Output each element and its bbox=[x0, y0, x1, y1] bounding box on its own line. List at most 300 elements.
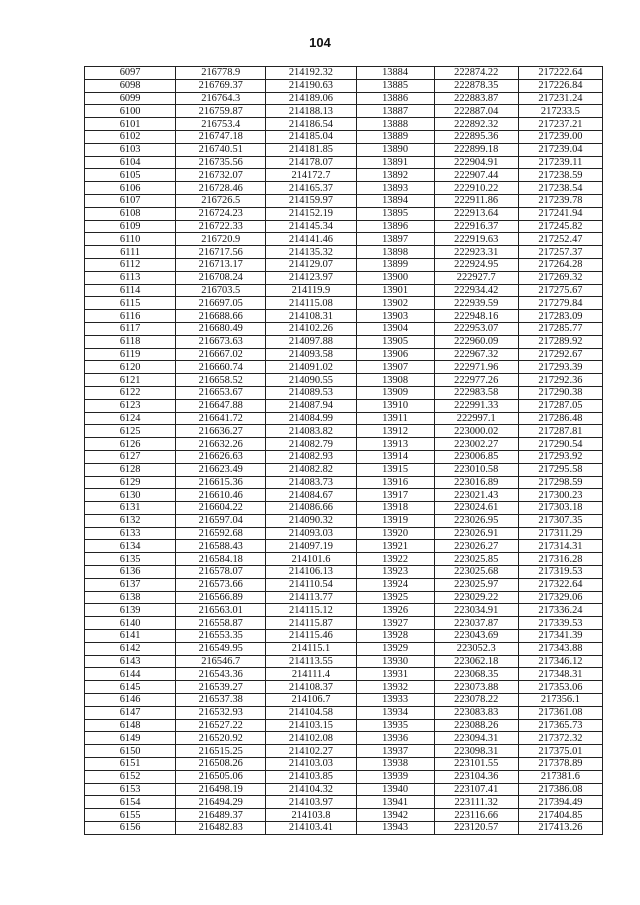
table-cell: 214145.34 bbox=[266, 220, 356, 233]
table-cell: 6118 bbox=[85, 335, 176, 348]
table-cell: 13887 bbox=[356, 105, 434, 118]
table-cell: 13933 bbox=[356, 694, 434, 707]
table-cell: 214192.32 bbox=[266, 67, 356, 80]
table-cell: 216713.17 bbox=[176, 258, 266, 271]
table-cell: 216688.66 bbox=[176, 310, 266, 323]
table-row bbox=[85, 156, 603, 169]
table-cell: 223010.58 bbox=[434, 463, 518, 476]
table-cell: 222939.59 bbox=[434, 297, 518, 310]
table-cell: 6150 bbox=[85, 745, 176, 758]
table-cell: 214186.54 bbox=[266, 118, 356, 131]
table-cell: 217339.53 bbox=[518, 617, 602, 630]
table-cell: 6106 bbox=[85, 182, 176, 195]
page-number: 104 bbox=[309, 35, 331, 50]
table-cell: 223034.91 bbox=[434, 604, 518, 617]
table-cell: 222895.36 bbox=[434, 130, 518, 143]
table-cell: 216759.87 bbox=[176, 105, 266, 118]
table-row bbox=[85, 246, 603, 259]
table-cell: 223006.85 bbox=[434, 450, 518, 463]
table-row bbox=[85, 694, 603, 707]
table-cell: 13893 bbox=[356, 182, 434, 195]
table-row bbox=[85, 578, 603, 591]
table-cell: 13890 bbox=[356, 143, 434, 156]
table-row bbox=[85, 566, 603, 579]
table-cell: 13891 bbox=[356, 156, 434, 169]
table-cell: 222977.26 bbox=[434, 374, 518, 387]
table-cell: 223073.88 bbox=[434, 681, 518, 694]
table-cell: 216660.74 bbox=[176, 361, 266, 374]
table-cell: 6133 bbox=[85, 527, 176, 540]
table-row bbox=[85, 642, 603, 655]
table-cell: 6149 bbox=[85, 732, 176, 745]
table-cell: 214115.12 bbox=[266, 604, 356, 617]
table-cell: 216632.26 bbox=[176, 438, 266, 451]
table-cell: 217356.1 bbox=[518, 694, 602, 707]
table-row bbox=[85, 553, 603, 566]
table-cell: 214103.97 bbox=[266, 796, 356, 809]
table-cell: 214082.79 bbox=[266, 438, 356, 451]
table-cell: 6107 bbox=[85, 194, 176, 207]
table-cell: 6148 bbox=[85, 719, 176, 732]
table-cell: 6104 bbox=[85, 156, 176, 169]
table-cell: 216578.07 bbox=[176, 566, 266, 579]
table-cell: 216747.18 bbox=[176, 130, 266, 143]
table-cell: 223043.69 bbox=[434, 630, 518, 643]
table-cell: 214102.08 bbox=[266, 732, 356, 745]
table-cell: 214106.13 bbox=[266, 566, 356, 579]
table-cell: 217290.54 bbox=[518, 438, 602, 451]
table-cell: 214115.46 bbox=[266, 630, 356, 643]
table-cell: 13885 bbox=[356, 79, 434, 92]
table-cell: 217226.84 bbox=[518, 79, 602, 92]
table-row bbox=[85, 732, 603, 745]
table-cell: 214097.19 bbox=[266, 540, 356, 553]
table-cell: 217375.01 bbox=[518, 745, 602, 758]
table-cell: 216597.04 bbox=[176, 514, 266, 527]
table-row bbox=[85, 450, 603, 463]
table-cell: 214083.73 bbox=[266, 476, 356, 489]
table-cell: 13898 bbox=[356, 246, 434, 259]
table-cell: 13904 bbox=[356, 322, 434, 335]
table-cell: 217269.32 bbox=[518, 271, 602, 284]
table-cell: 214082.82 bbox=[266, 463, 356, 476]
table-cell: 217252.47 bbox=[518, 233, 602, 246]
table-cell: 6142 bbox=[85, 642, 176, 655]
table-cell: 223025.85 bbox=[434, 553, 518, 566]
table-cell: 13915 bbox=[356, 463, 434, 476]
table-row bbox=[85, 438, 603, 451]
table-cell: 216549.95 bbox=[176, 642, 266, 655]
table-cell: 214110.54 bbox=[266, 578, 356, 591]
table-cell: 223026.91 bbox=[434, 527, 518, 540]
table-cell: 214129.07 bbox=[266, 258, 356, 271]
table-cell: 222960.09 bbox=[434, 335, 518, 348]
table-cell: 216539.27 bbox=[176, 681, 266, 694]
table-cell: 13905 bbox=[356, 335, 434, 348]
table-cell: 217365.73 bbox=[518, 719, 602, 732]
table-cell: 13923 bbox=[356, 566, 434, 579]
table-cell: 13903 bbox=[356, 310, 434, 323]
table-cell: 217404.85 bbox=[518, 809, 602, 822]
table-cell: 217316.28 bbox=[518, 553, 602, 566]
table-row bbox=[85, 412, 603, 425]
table-row bbox=[85, 374, 603, 387]
table-row bbox=[85, 143, 603, 156]
table-cell: 6131 bbox=[85, 502, 176, 515]
table-cell: 223101.55 bbox=[434, 758, 518, 771]
table-cell: 222948.16 bbox=[434, 310, 518, 323]
table-cell: 214103.03 bbox=[266, 758, 356, 771]
table-row bbox=[85, 822, 603, 835]
table-row bbox=[85, 284, 603, 297]
table-cell: 214113.55 bbox=[266, 655, 356, 668]
table-cell: 223068.35 bbox=[434, 668, 518, 681]
table-row bbox=[85, 758, 603, 771]
table-cell: 217372.32 bbox=[518, 732, 602, 745]
table-row bbox=[85, 220, 603, 233]
table-cell: 214141.46 bbox=[266, 233, 356, 246]
table-cell: 217239.04 bbox=[518, 143, 602, 156]
table-cell: 214090.32 bbox=[266, 514, 356, 527]
table-cell: 13929 bbox=[356, 642, 434, 655]
table-cell: 6135 bbox=[85, 553, 176, 566]
table-cell: 217286.48 bbox=[518, 412, 602, 425]
table-cell: 6130 bbox=[85, 489, 176, 502]
table-cell: 222927.7 bbox=[434, 271, 518, 284]
table-cell: 216764.3 bbox=[176, 92, 266, 105]
table-cell: 216558.87 bbox=[176, 617, 266, 630]
table-cell: 222907.44 bbox=[434, 169, 518, 182]
table-cell: 222967.32 bbox=[434, 348, 518, 361]
table-cell: 13911 bbox=[356, 412, 434, 425]
table-cell: 216697.05 bbox=[176, 297, 266, 310]
table-cell: 222911.86 bbox=[434, 194, 518, 207]
table-row bbox=[85, 207, 603, 220]
table-row bbox=[85, 796, 603, 809]
table-cell: 214135.32 bbox=[266, 246, 356, 259]
table-cell: 6117 bbox=[85, 322, 176, 335]
table-cell: 216641.72 bbox=[176, 412, 266, 425]
table-cell: 217289.92 bbox=[518, 335, 602, 348]
table-row bbox=[85, 310, 603, 323]
table-cell: 223026.27 bbox=[434, 540, 518, 553]
table-cell: 216584.18 bbox=[176, 553, 266, 566]
table-row bbox=[85, 527, 603, 540]
table-cell: 217386.08 bbox=[518, 783, 602, 796]
table-row bbox=[85, 348, 603, 361]
table-cell: 216626.63 bbox=[176, 450, 266, 463]
table-cell: 214103.85 bbox=[266, 770, 356, 783]
table-cell: 214113.77 bbox=[266, 591, 356, 604]
table-cell: 6145 bbox=[85, 681, 176, 694]
table-cell: 216740.51 bbox=[176, 143, 266, 156]
table-cell: 13924 bbox=[356, 578, 434, 591]
table-cell: 217275.67 bbox=[518, 284, 602, 297]
table-cell: 6132 bbox=[85, 514, 176, 527]
table-cell: 217353.06 bbox=[518, 681, 602, 694]
table-cell: 217343.88 bbox=[518, 642, 602, 655]
table-cell: 217348.31 bbox=[518, 668, 602, 681]
table-cell: 216673.63 bbox=[176, 335, 266, 348]
table-cell: 216769.37 bbox=[176, 79, 266, 92]
table-row bbox=[85, 540, 603, 553]
table-cell: 214181.85 bbox=[266, 143, 356, 156]
table-row bbox=[85, 399, 603, 412]
table-cell: 223026.95 bbox=[434, 514, 518, 527]
table-row bbox=[85, 194, 603, 207]
table-cell: 214084.99 bbox=[266, 412, 356, 425]
table-cell: 13888 bbox=[356, 118, 434, 131]
table-cell: 214083.82 bbox=[266, 425, 356, 438]
table-cell: 214101.6 bbox=[266, 553, 356, 566]
table-cell: 217329.06 bbox=[518, 591, 602, 604]
table-cell: 217290.38 bbox=[518, 386, 602, 399]
table-cell: 13901 bbox=[356, 284, 434, 297]
table-cell: 6105 bbox=[85, 169, 176, 182]
table-cell: 217283.09 bbox=[518, 310, 602, 323]
table-cell: 6129 bbox=[85, 476, 176, 489]
table-cell: 13919 bbox=[356, 514, 434, 527]
table-cell: 214108.31 bbox=[266, 310, 356, 323]
table-cell: 222983.58 bbox=[434, 386, 518, 399]
table-cell: 216722.33 bbox=[176, 220, 266, 233]
table-cell: 216703.5 bbox=[176, 284, 266, 297]
table-cell: 13941 bbox=[356, 796, 434, 809]
table-row bbox=[85, 783, 603, 796]
table-cell: 216537.38 bbox=[176, 694, 266, 707]
table-cell: 217292.36 bbox=[518, 374, 602, 387]
table-cell: 214093.58 bbox=[266, 348, 356, 361]
table-cell: 13892 bbox=[356, 169, 434, 182]
table-cell: 13906 bbox=[356, 348, 434, 361]
table-cell: 6147 bbox=[85, 706, 176, 719]
table-cell: 223104.36 bbox=[434, 770, 518, 783]
table-cell: 217237.21 bbox=[518, 118, 602, 131]
table-cell: 216724.23 bbox=[176, 207, 266, 220]
table-cell: 13925 bbox=[356, 591, 434, 604]
table-cell: 214090.55 bbox=[266, 374, 356, 387]
table-cell: 214185.04 bbox=[266, 130, 356, 143]
table-cell: 222919.63 bbox=[434, 233, 518, 246]
table-cell: 13928 bbox=[356, 630, 434, 643]
table-cell: 216623.49 bbox=[176, 463, 266, 476]
table-cell: 6111 bbox=[85, 246, 176, 259]
table-cell: 13932 bbox=[356, 681, 434, 694]
table-cell: 223088.26 bbox=[434, 719, 518, 732]
table-cell: 214084.67 bbox=[266, 489, 356, 502]
table-cell: 217298.59 bbox=[518, 476, 602, 489]
table-cell: 217311.29 bbox=[518, 527, 602, 540]
table-cell: 214159.97 bbox=[266, 194, 356, 207]
table-row bbox=[85, 809, 603, 822]
table-cell: 222910.22 bbox=[434, 182, 518, 195]
table-cell: 222878.35 bbox=[434, 79, 518, 92]
table-cell: 217264.28 bbox=[518, 258, 602, 271]
table-cell: 217279.84 bbox=[518, 297, 602, 310]
table-cell: 13889 bbox=[356, 130, 434, 143]
table-cell: 222924.95 bbox=[434, 258, 518, 271]
table-cell: 6119 bbox=[85, 348, 176, 361]
table-cell: 216482.83 bbox=[176, 822, 266, 835]
table-cell: 217341.39 bbox=[518, 630, 602, 643]
table-cell: 216636.27 bbox=[176, 425, 266, 438]
table-body bbox=[85, 67, 603, 835]
table-cell: 216508.26 bbox=[176, 758, 266, 771]
table-cell: 223062.18 bbox=[434, 655, 518, 668]
table-cell: 223111.32 bbox=[434, 796, 518, 809]
table-cell: 214102.26 bbox=[266, 322, 356, 335]
table-cell: 223098.31 bbox=[434, 745, 518, 758]
table-cell: 13908 bbox=[356, 374, 434, 387]
table-cell: 13914 bbox=[356, 450, 434, 463]
table-cell: 13938 bbox=[356, 758, 434, 771]
table-cell: 214165.37 bbox=[266, 182, 356, 195]
table-cell: 223052.3 bbox=[434, 642, 518, 655]
table-row bbox=[85, 335, 603, 348]
table-cell: 214119.9 bbox=[266, 284, 356, 297]
table-cell: 13895 bbox=[356, 207, 434, 220]
table-cell: 216647.88 bbox=[176, 399, 266, 412]
table-cell: 6097 bbox=[85, 67, 176, 80]
table-cell: 216732.07 bbox=[176, 169, 266, 182]
table-cell: 13897 bbox=[356, 233, 434, 246]
table-cell: 223078.22 bbox=[434, 694, 518, 707]
table-cell: 222883.87 bbox=[434, 92, 518, 105]
table-cell: 13916 bbox=[356, 476, 434, 489]
table-cell: 217381.6 bbox=[518, 770, 602, 783]
table-cell: 6116 bbox=[85, 310, 176, 323]
table-row bbox=[85, 271, 603, 284]
table-row bbox=[85, 617, 603, 630]
table-cell: 217303.18 bbox=[518, 502, 602, 515]
table-cell: 214111.4 bbox=[266, 668, 356, 681]
table-cell: 223016.89 bbox=[434, 476, 518, 489]
table-cell: 13907 bbox=[356, 361, 434, 374]
table-row bbox=[85, 706, 603, 719]
table-cell: 223024.61 bbox=[434, 502, 518, 515]
table-cell: 216573.66 bbox=[176, 578, 266, 591]
table-cell: 217231.24 bbox=[518, 92, 602, 105]
table-cell: 13902 bbox=[356, 297, 434, 310]
table-cell: 223037.87 bbox=[434, 617, 518, 630]
table-cell: 217241.94 bbox=[518, 207, 602, 220]
table-cell: 216708.24 bbox=[176, 271, 266, 284]
table-row bbox=[85, 514, 603, 527]
table-cell: 217295.58 bbox=[518, 463, 602, 476]
table-cell: 13942 bbox=[356, 809, 434, 822]
table-cell: 222991.33 bbox=[434, 399, 518, 412]
table-cell: 6126 bbox=[85, 438, 176, 451]
table-cell: 214104.58 bbox=[266, 706, 356, 719]
table-cell: 223120.57 bbox=[434, 822, 518, 835]
table-cell: 214103.15 bbox=[266, 719, 356, 732]
table-cell: 216604.22 bbox=[176, 502, 266, 515]
table-row bbox=[85, 591, 603, 604]
table-cell: 217257.37 bbox=[518, 246, 602, 259]
table-cell: 13939 bbox=[356, 770, 434, 783]
table-cell: 214103.41 bbox=[266, 822, 356, 835]
table-cell: 216615.36 bbox=[176, 476, 266, 489]
table-cell: 6102 bbox=[85, 130, 176, 143]
table-cell: 214188.13 bbox=[266, 105, 356, 118]
table-cell: 13917 bbox=[356, 489, 434, 502]
table-cell: 214093.03 bbox=[266, 527, 356, 540]
table-cell: 223083.83 bbox=[434, 706, 518, 719]
table-cell: 13896 bbox=[356, 220, 434, 233]
table-cell: 13884 bbox=[356, 67, 434, 80]
table-cell: 217293.39 bbox=[518, 361, 602, 374]
table-cell: 216728.46 bbox=[176, 182, 266, 195]
table-cell: 13935 bbox=[356, 719, 434, 732]
table-cell: 222899.18 bbox=[434, 143, 518, 156]
table-cell: 214152.19 bbox=[266, 207, 356, 220]
table-row bbox=[85, 476, 603, 489]
table-cell: 216717.56 bbox=[176, 246, 266, 259]
table-cell: 214178.07 bbox=[266, 156, 356, 169]
table-row bbox=[85, 361, 603, 374]
table-cell: 6139 bbox=[85, 604, 176, 617]
table-cell: 6115 bbox=[85, 297, 176, 310]
table-cell: 223025.97 bbox=[434, 578, 518, 591]
table-cell: 13909 bbox=[356, 386, 434, 399]
table-row bbox=[85, 668, 603, 681]
table-cell: 223025.68 bbox=[434, 566, 518, 579]
table-cell: 6122 bbox=[85, 386, 176, 399]
table-cell: 214104.32 bbox=[266, 783, 356, 796]
table-cell: 216610.46 bbox=[176, 489, 266, 502]
table-cell: 6146 bbox=[85, 694, 176, 707]
table-cell: 6144 bbox=[85, 668, 176, 681]
table-cell: 214102.27 bbox=[266, 745, 356, 758]
table-cell: 214089.53 bbox=[266, 386, 356, 399]
table-cell: 6098 bbox=[85, 79, 176, 92]
table-cell: 6112 bbox=[85, 258, 176, 271]
table-cell: 6134 bbox=[85, 540, 176, 553]
table-cell: 217287.05 bbox=[518, 399, 602, 412]
table-cell: 216566.89 bbox=[176, 591, 266, 604]
table-cell: 223116.66 bbox=[434, 809, 518, 822]
table-cell: 222874.22 bbox=[434, 67, 518, 80]
table-cell: 217413.26 bbox=[518, 822, 602, 835]
table-cell: 217361.08 bbox=[518, 706, 602, 719]
table-cell: 13936 bbox=[356, 732, 434, 745]
table-row bbox=[85, 169, 603, 182]
table-cell: 216653.67 bbox=[176, 386, 266, 399]
table-cell: 223021.43 bbox=[434, 489, 518, 502]
table-cell: 6151 bbox=[85, 758, 176, 771]
table-cell: 6155 bbox=[85, 809, 176, 822]
table-cell: 216588.43 bbox=[176, 540, 266, 553]
table-cell: 217292.67 bbox=[518, 348, 602, 361]
table-cell: 217233.5 bbox=[518, 105, 602, 118]
table-cell: 214087.94 bbox=[266, 399, 356, 412]
table-cell: 13940 bbox=[356, 783, 434, 796]
table-cell: 214106.7 bbox=[266, 694, 356, 707]
table-cell: 222953.07 bbox=[434, 322, 518, 335]
table-row bbox=[85, 67, 603, 80]
table-cell: 6113 bbox=[85, 271, 176, 284]
table-cell: 222904.91 bbox=[434, 156, 518, 169]
table-cell: 216532.93 bbox=[176, 706, 266, 719]
table-cell: 13920 bbox=[356, 527, 434, 540]
table-row bbox=[85, 386, 603, 399]
table-cell: 6136 bbox=[85, 566, 176, 579]
table-cell: 6110 bbox=[85, 233, 176, 246]
table-cell: 222916.37 bbox=[434, 220, 518, 233]
table-cell: 214108.37 bbox=[266, 681, 356, 694]
table-cell: 6121 bbox=[85, 374, 176, 387]
table-cell: 6156 bbox=[85, 822, 176, 835]
